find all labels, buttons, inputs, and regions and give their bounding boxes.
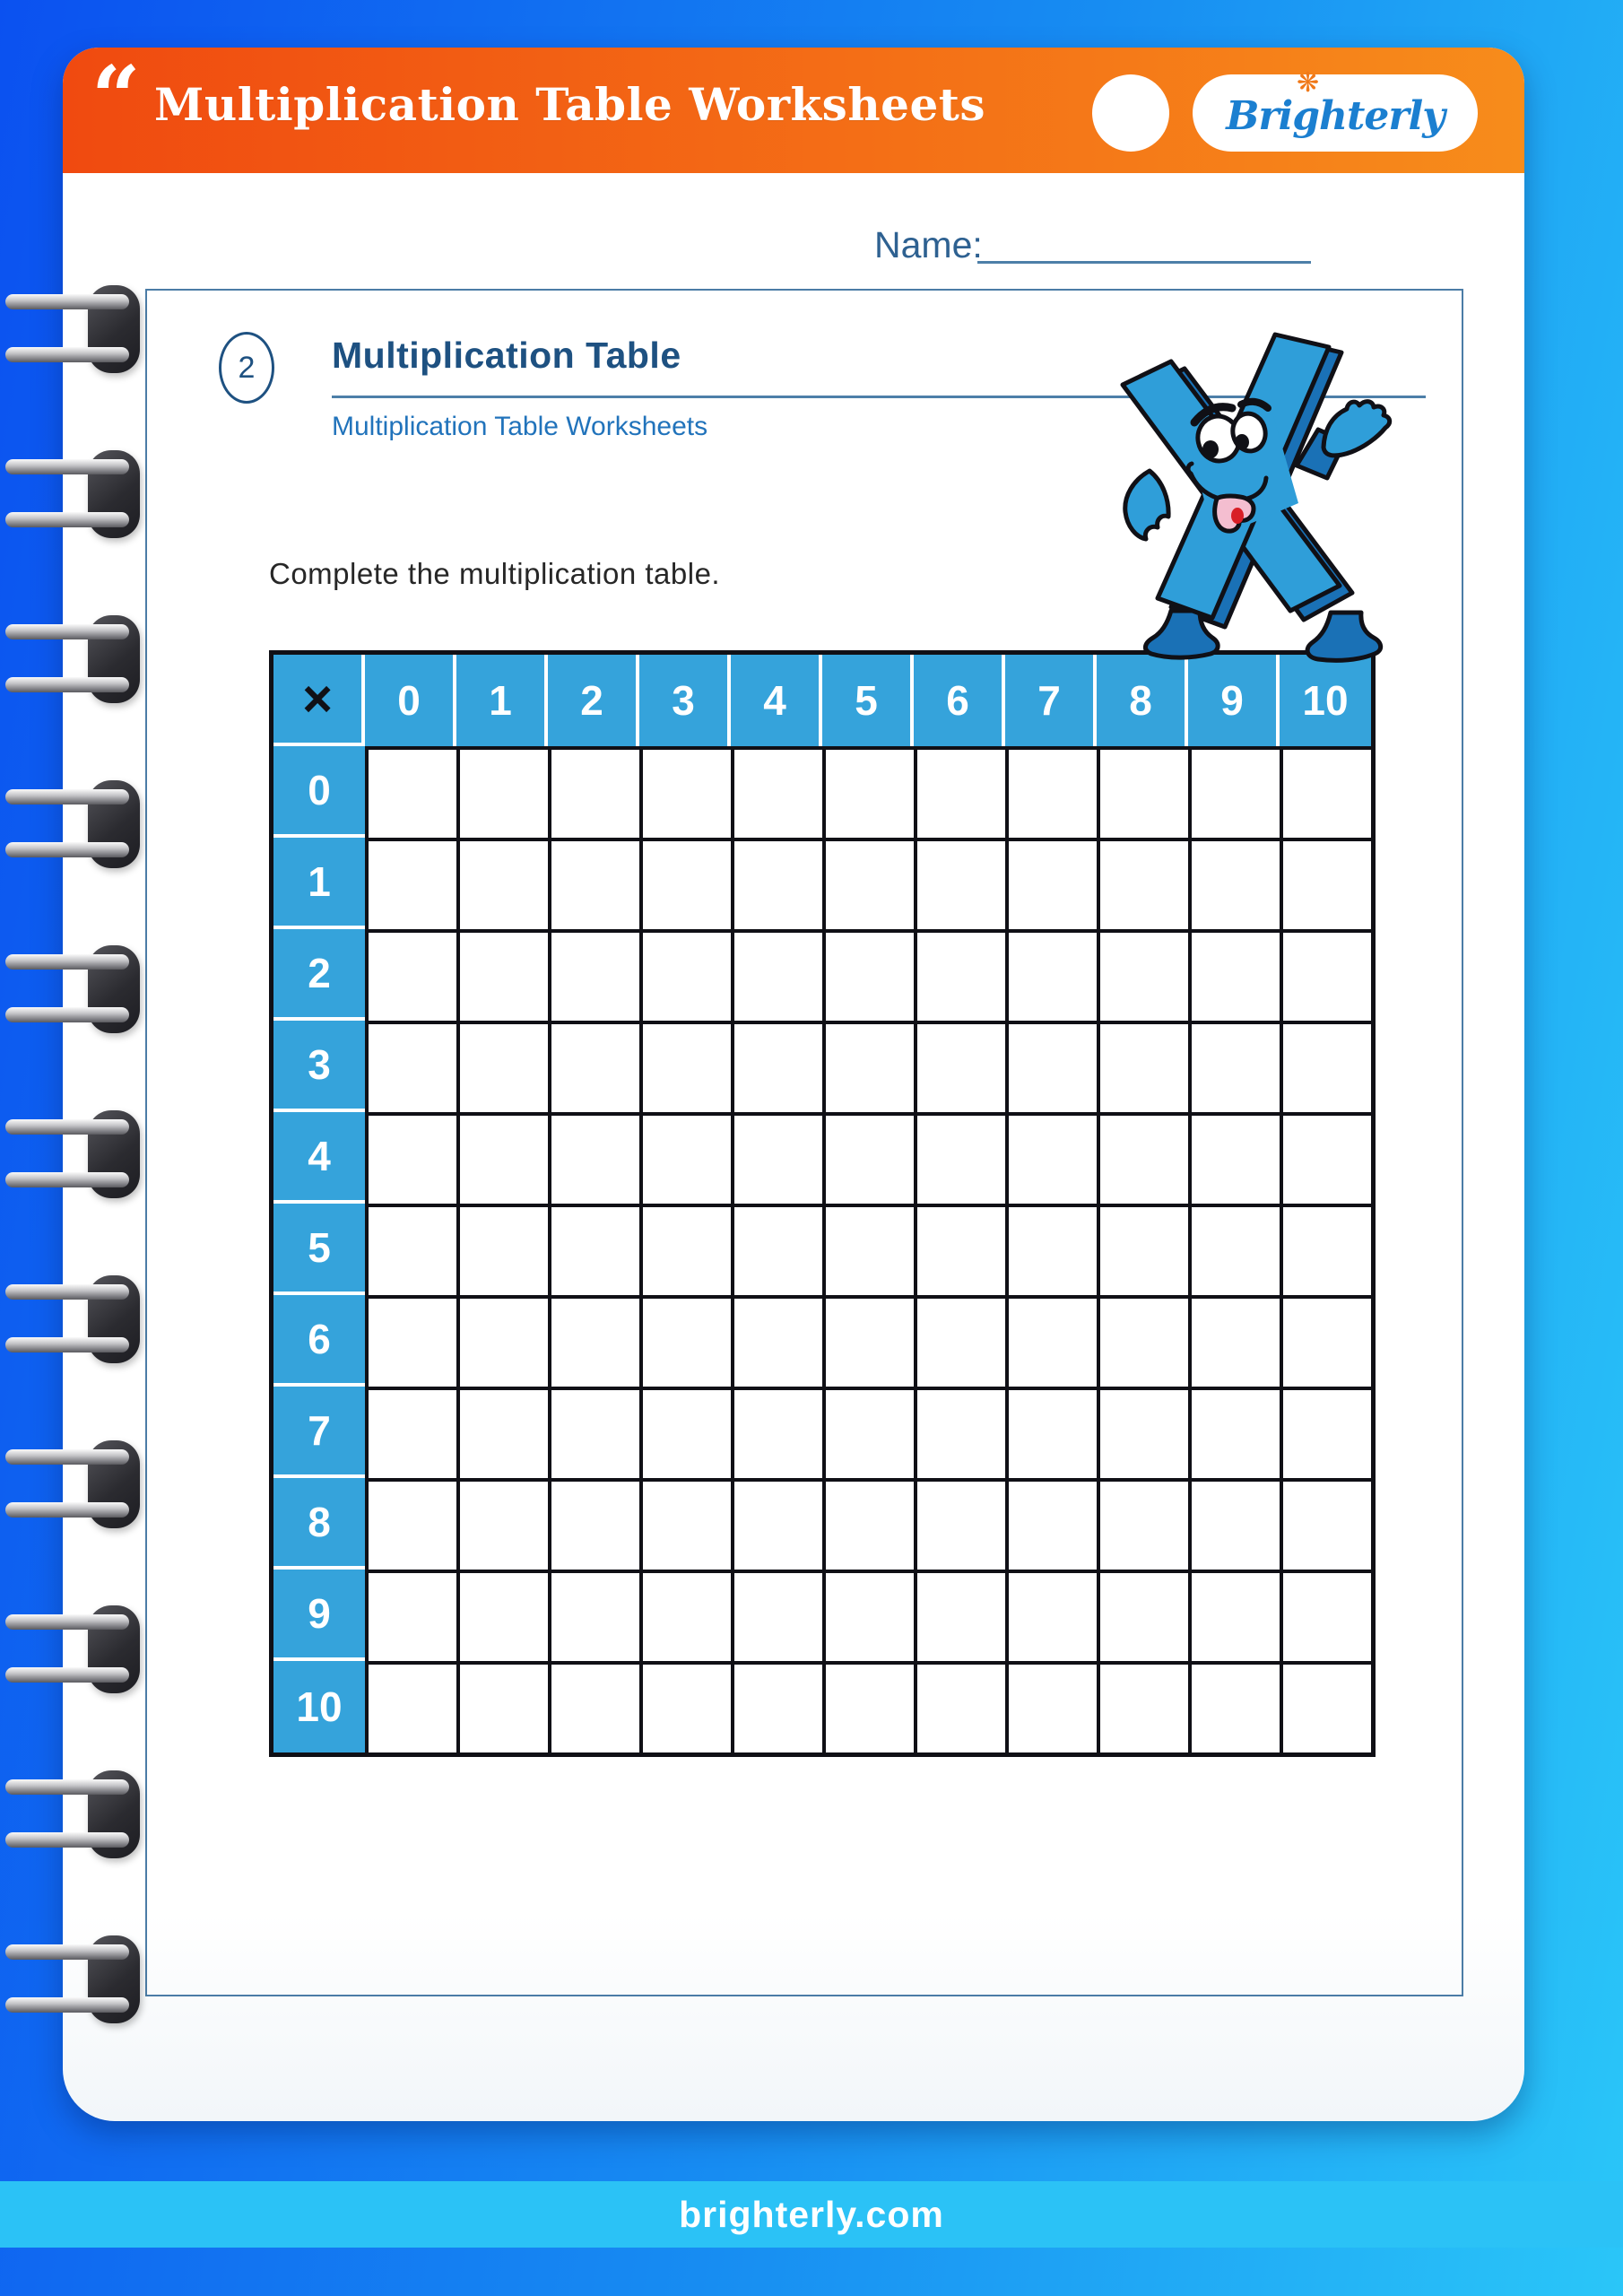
binder-wire <box>5 1449 129 1465</box>
table-cell-empty[interactable] <box>914 1387 1005 1478</box>
table-cell-empty[interactable] <box>365 1021 456 1112</box>
table-cell-empty[interactable] <box>639 746 731 838</box>
table-cell-empty[interactable] <box>731 1021 822 1112</box>
table-cell-empty[interactable] <box>548 1295 639 1387</box>
table-row-header: 4 <box>273 1112 365 1204</box>
table-cell-empty[interactable] <box>1097 838 1188 929</box>
table-cell-empty[interactable] <box>456 1112 548 1204</box>
table-cell-empty[interactable] <box>365 1387 456 1478</box>
table-cell-empty[interactable] <box>914 746 1005 838</box>
binder-wire <box>5 1284 129 1300</box>
table-cell-empty[interactable] <box>1280 1661 1371 1752</box>
table-cell-empty[interactable] <box>1097 1387 1188 1478</box>
binder-wire <box>5 954 129 970</box>
table-cell-empty[interactable] <box>456 746 548 838</box>
table-cell-empty[interactable] <box>1280 838 1371 929</box>
table-col-header: 6 <box>914 655 1005 746</box>
section-title: Multiplication Table <box>332 335 681 376</box>
table-cell-empty[interactable] <box>456 1387 548 1478</box>
name-label: Name: <box>874 224 983 265</box>
table-cell-empty[interactable] <box>914 1112 1005 1204</box>
table-cell-empty[interactable] <box>1005 1387 1097 1478</box>
table-cell-empty[interactable] <box>731 1570 822 1661</box>
binder-wire <box>5 459 129 474</box>
table-cell-empty[interactable] <box>639 1570 731 1661</box>
table-cell-empty[interactable] <box>822 929 914 1021</box>
binder-wire <box>5 1832 129 1848</box>
binder-wire <box>5 677 129 692</box>
table-col-header: 3 <box>639 655 731 746</box>
footer-site-link[interactable]: brighterly.com <box>679 2193 944 2235</box>
table-cell-empty[interactable] <box>1280 1021 1371 1112</box>
table-cell-empty[interactable] <box>456 929 548 1021</box>
table-row-header: 8 <box>273 1478 365 1570</box>
table-cell-empty[interactable] <box>639 1021 731 1112</box>
binder-wire <box>5 842 129 857</box>
binder-wire <box>5 1172 129 1187</box>
table-cell-empty[interactable] <box>365 1295 456 1387</box>
table-cell-empty[interactable] <box>1280 929 1371 1021</box>
section-number-badge: 2 <box>219 332 274 404</box>
table-cell-empty[interactable] <box>1097 1204 1188 1295</box>
binder-wire <box>5 512 129 527</box>
table-row-header: 2 <box>273 929 365 1021</box>
table-cell-empty[interactable] <box>1005 1021 1097 1112</box>
letter-x-mascot-illustration <box>1112 327 1399 677</box>
table-row-header: 0 <box>273 746 365 838</box>
table-cell-empty[interactable] <box>1280 1112 1371 1204</box>
multiplication-table <box>269 650 1376 1757</box>
table-cell-empty[interactable] <box>822 1387 914 1478</box>
table-cell-empty[interactable] <box>914 1204 1005 1295</box>
table-cell-empty[interactable] <box>1097 1661 1188 1752</box>
table-cell-empty[interactable] <box>1280 746 1371 838</box>
table-cell-empty[interactable] <box>1097 746 1188 838</box>
table-row-header: 7 <box>273 1387 365 1478</box>
table-cell-empty[interactable] <box>1188 1112 1280 1204</box>
table-cell-empty[interactable] <box>1280 1570 1371 1661</box>
table-cell-empty[interactable] <box>731 929 822 1021</box>
table-cell-empty[interactable] <box>1005 1112 1097 1204</box>
table-cell-empty[interactable] <box>1188 1661 1280 1752</box>
table-cell-empty[interactable] <box>548 1661 639 1752</box>
table-cell-empty[interactable] <box>822 746 914 838</box>
table-cell-empty[interactable] <box>1005 1295 1097 1387</box>
table-cell-empty[interactable] <box>456 1570 548 1661</box>
binder-wire <box>5 1667 129 1683</box>
table-cell-empty[interactable] <box>731 1387 822 1478</box>
table-cell-empty[interactable] <box>456 1478 548 1570</box>
table-cell-empty[interactable] <box>1097 1021 1188 1112</box>
table-cell-empty[interactable] <box>548 838 639 929</box>
table-cell-empty[interactable] <box>365 1478 456 1570</box>
table-cell-empty[interactable] <box>1097 1570 1188 1661</box>
table-col-header: 5 <box>822 655 914 746</box>
name-input-line[interactable] <box>977 230 1311 264</box>
binder-wire <box>5 1119 129 1135</box>
table-cell-empty[interactable] <box>1005 838 1097 929</box>
table-cell-empty[interactable] <box>1188 746 1280 838</box>
logo-sunburst-icon: ❋ <box>1297 67 1320 99</box>
binder-wire <box>5 624 129 639</box>
table-cell-empty[interactable] <box>1188 929 1280 1021</box>
table-cell-empty[interactable] <box>822 1295 914 1387</box>
table-cell-empty[interactable] <box>822 838 914 929</box>
table-cell-empty[interactable] <box>822 1570 914 1661</box>
table-cell-empty[interactable] <box>822 1021 914 1112</box>
table-cell-empty[interactable] <box>639 1204 731 1295</box>
table-cell-empty[interactable] <box>822 1112 914 1204</box>
page-title: Multiplication Table Worksheets <box>154 78 986 131</box>
table-cell-empty[interactable] <box>822 1661 914 1752</box>
table-cell-empty[interactable] <box>1097 1478 1188 1570</box>
instruction-text: Complete the multiplication table. <box>269 557 721 590</box>
table-cell-empty[interactable] <box>639 1112 731 1204</box>
table-cell-empty[interactable] <box>731 838 822 929</box>
table-col-header: 8 <box>1097 655 1188 746</box>
table-cell-empty[interactable] <box>914 1295 1005 1387</box>
table-cell-empty[interactable] <box>365 1570 456 1661</box>
binder-wire <box>5 294 129 309</box>
table-cell-empty[interactable] <box>731 1478 822 1570</box>
table-cell-empty[interactable] <box>548 1570 639 1661</box>
table-cell-empty[interactable] <box>548 1204 639 1295</box>
table-cell-empty[interactable] <box>914 1478 1005 1570</box>
table-cell-empty[interactable] <box>1005 1204 1097 1295</box>
table-cell-empty[interactable] <box>365 1112 456 1204</box>
table-cell-empty[interactable] <box>1097 1295 1188 1387</box>
table-cell-empty[interactable] <box>1280 1295 1371 1387</box>
table-cell-empty[interactable] <box>914 1661 1005 1752</box>
logo-text: Brighterly <box>1226 92 1445 139</box>
table-row-header: 5 <box>273 1204 365 1295</box>
table-cell-empty[interactable] <box>456 1021 548 1112</box>
table-cell-empty[interactable] <box>548 1021 639 1112</box>
header-banner <box>63 48 1524 173</box>
binder-wire <box>5 1997 129 2013</box>
table-cell-empty[interactable] <box>822 1204 914 1295</box>
table-row-header: 1 <box>273 838 365 929</box>
table-cell-empty[interactable] <box>1188 1295 1280 1387</box>
table-cell-empty[interactable] <box>365 838 456 929</box>
table-cell-empty[interactable] <box>548 746 639 838</box>
table-col-header: 1 <box>456 655 548 746</box>
table-cell-empty[interactable] <box>1188 1387 1280 1478</box>
table-cell-empty[interactable] <box>1188 1204 1280 1295</box>
table-cell-empty[interactable] <box>1280 1204 1371 1295</box>
section-subtitle: Multiplication Table Worksheets <box>332 412 708 441</box>
table-cell-empty[interactable] <box>731 1112 822 1204</box>
table-cell-empty[interactable] <box>1005 746 1097 838</box>
binder-wire <box>5 1614 129 1630</box>
table-cell-empty[interactable] <box>1005 1661 1097 1752</box>
table-cell-empty[interactable] <box>365 1661 456 1752</box>
table-cell-empty[interactable] <box>822 1478 914 1570</box>
table-cell-empty[interactable] <box>731 1661 822 1752</box>
table-cell-empty[interactable] <box>456 1661 548 1752</box>
logo-circle-badge <box>1092 74 1169 152</box>
table-col-header: 9 <box>1188 655 1280 746</box>
table-cell-empty[interactable] <box>639 1387 731 1478</box>
table-cell-empty[interactable] <box>1005 1570 1097 1661</box>
table-cell-empty[interactable] <box>365 929 456 1021</box>
table-row-header: 3 <box>273 1021 365 1112</box>
table-cell-empty[interactable] <box>456 838 548 929</box>
binder-wire <box>5 1337 129 1352</box>
table-cell-empty[interactable] <box>639 838 731 929</box>
table-row-header: 10 <box>273 1661 365 1752</box>
binder-wire <box>5 1944 129 1960</box>
table-row-header: 6 <box>273 1295 365 1387</box>
table-cell-empty[interactable] <box>1280 1387 1371 1478</box>
table-cell-empty[interactable] <box>1097 929 1188 1021</box>
quote-icon: “ <box>91 48 141 147</box>
table-cell-empty[interactable] <box>548 1387 639 1478</box>
binder-wire <box>5 1779 129 1795</box>
table-cell-empty[interactable] <box>1188 1021 1280 1112</box>
table-operator-cell: × <box>273 655 365 746</box>
table-cell-empty[interactable] <box>731 1204 822 1295</box>
binder-wire <box>5 347 129 362</box>
table-cell-empty[interactable] <box>731 746 822 838</box>
table-col-header: 4 <box>731 655 822 746</box>
table-col-header: 2 <box>548 655 639 746</box>
table-cell-empty[interactable] <box>1280 1478 1371 1570</box>
notebook-page <box>63 48 1524 2121</box>
table-cell-empty[interactable] <box>548 1478 639 1570</box>
table-cell-empty[interactable] <box>1188 838 1280 929</box>
table-cell-empty[interactable] <box>1188 1478 1280 1570</box>
table-cell-empty[interactable] <box>1005 1478 1097 1570</box>
table-cell-empty[interactable] <box>456 1295 548 1387</box>
binder-wire <box>5 789 129 804</box>
footer-band <box>0 2181 1623 2248</box>
table-cell-empty[interactable] <box>365 746 456 838</box>
table-col-header: 7 <box>1005 655 1097 746</box>
table-cell-empty[interactable] <box>639 1661 731 1752</box>
table-cell-empty[interactable] <box>365 1204 456 1295</box>
table-cell-empty[interactable] <box>639 1478 731 1570</box>
table-col-header: 10 <box>1280 655 1371 746</box>
table-cell-empty[interactable] <box>731 1295 822 1387</box>
table-row-header: 9 <box>273 1570 365 1661</box>
binder-wire <box>5 1502 129 1518</box>
table-cell-empty[interactable] <box>914 838 1005 929</box>
table-cell-empty[interactable] <box>548 929 639 1021</box>
table-cell-empty[interactable] <box>914 1021 1005 1112</box>
binder-wire <box>5 1007 129 1022</box>
table-cell-empty[interactable] <box>914 929 1005 1021</box>
brighterly-logo <box>1193 67 1478 152</box>
table-col-header: 0 <box>365 655 456 746</box>
table-cell-empty[interactable] <box>456 1204 548 1295</box>
table-cell-empty[interactable] <box>639 1295 731 1387</box>
table-cell-empty[interactable] <box>1005 929 1097 1021</box>
table-cell-empty[interactable] <box>914 1570 1005 1661</box>
table-cell-empty[interactable] <box>1097 1112 1188 1204</box>
table-cell-empty[interactable] <box>639 929 731 1021</box>
table-cell-empty[interactable] <box>1188 1570 1280 1661</box>
table-cell-empty[interactable] <box>548 1112 639 1204</box>
